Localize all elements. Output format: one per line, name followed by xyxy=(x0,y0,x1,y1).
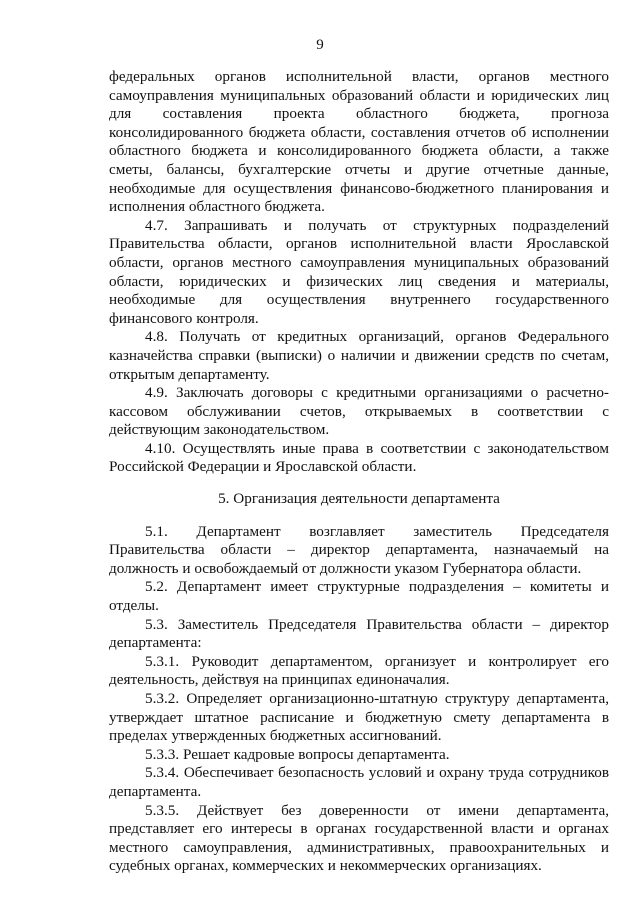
paragraph: федеральных органов исполнительной власти, органов местного самоуправления муниципальных образований области и юридических лиц для составления проекта областного бюджета, прогноза консолидированного бюджета области, составления отчетов об исполнении областного бюджета и консолидированного бюджета области, а также сметы, балансы, бухгалтерские отчеты и другие отчетные данные, необходимые для осуществления финансово-бюджетного планирования и исполнения областного бюджета. xyxy=(109,68,609,216)
paragraph: 5.3.4. Обеспечивает безопасность условий и охрану труда сотрудников департамента. xyxy=(109,764,609,800)
paragraph: 4.7. Запрашивать и получать от структурных подразделений Правительства области, органов исполнительной власти Ярославской области, органов местного самоуправления муниципальных образований области, юридических и физических лиц сведения и материалы, необходимые для осуществления внутреннего государственного финансового контроля. xyxy=(109,216,609,327)
paragraph: 4.8. Получать от кредитных организаций, органов Федерального казначейства справки (выписки) о наличии и движении средств по счетам, открытым департаменту. xyxy=(109,328,609,383)
document-body xyxy=(109,68,609,876)
paragraph: 5.3.2. Определяет организационно-штатную структуру департамента, утверждает штатное расписание и бюджетную смету департамента в пределах утвержденных бюджетных ассигнований. xyxy=(109,690,609,745)
page-number: 9 xyxy=(316,37,324,53)
paragraph: 4.9. Заключать договоры с кредитными организациями о расчетно-кассовом обслуживании счетов, открываемых в соответствии с действующим законодательством. xyxy=(109,384,609,439)
section-heading: 5. Организация деятельности департамента xyxy=(218,490,500,508)
paragraph: 5.3.5. Действует без доверенности от имени департамента, представляет его интересы в органах государственной власти и органах местного самоуправления, административных, правоохранительных и судебных органах, коммерческих и некоммерческих организациях. xyxy=(109,801,609,875)
paragraph: 5.3. Заместитель Председателя Правительства области – директор департамента: xyxy=(109,615,609,652)
paragraph: 4.10. Осуществлять иные права в соответствии с законодательством Российской Федерации и Ярославской области. xyxy=(109,439,609,476)
paragraph: 5.3.3. Решает кадровые вопросы департамента. xyxy=(145,745,450,763)
paragraph: 5.2. Департамент имеет структурные подразделения – комитеты и отделы. xyxy=(109,578,609,615)
paragraph: 5.1. Департамент возглавляет заместитель Председателя Правительства области – директор департамента, назначаемый на должность и освобождаемый от должности указом Губернатора области. xyxy=(109,522,609,577)
paragraph: 5.3.1. Руководит департаментом, организует и контролирует его деятельность, действуя на принципах единоначалия. xyxy=(109,652,609,689)
